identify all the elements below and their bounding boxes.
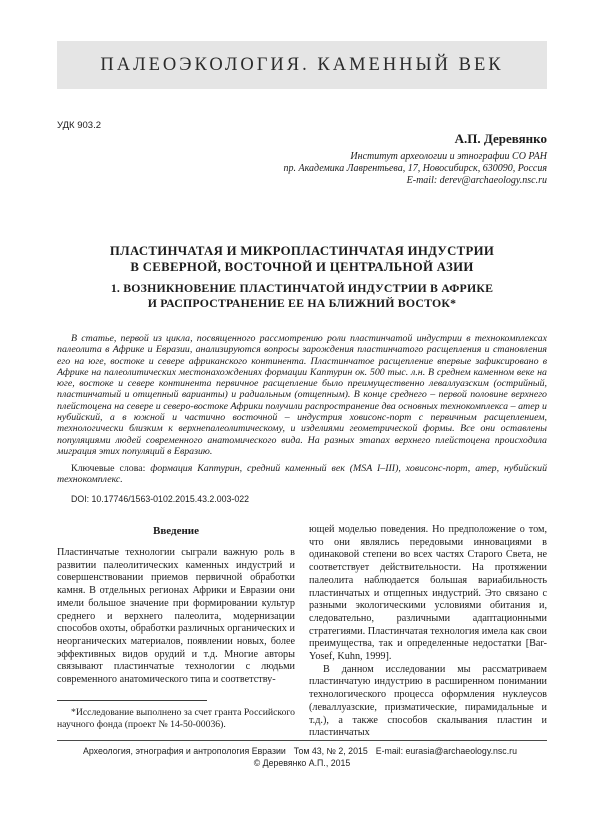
footnote-divider bbox=[57, 700, 207, 701]
doi-label: DOI: 10.17746/1563-0102.2015.43.2.003-022 bbox=[71, 494, 250, 504]
article-subtitle-line1: 1. ВОЗНИКНОВЕНИЕ ПЛАСТИНЧАТОЙ ИНДУСТРИИ В АФРИКЕ bbox=[110, 281, 494, 295]
affiliation-email: E-mail: derev@archaeology.nsc.ru bbox=[406, 175, 547, 186]
left-column-paragraph: Пластинчатые технологии сыграли важную роль в развитии палеолитических каменных индустрий и совершенствовании приемов первичной обработки камня. В отдельных регионах Африки и Евразии они имели большое значение при формировании культур среднего и верхнего палеолита, модернизации способов охоты, обработки различных органических и неорганических материалов, появлении новых, более эффективных видов орудий и т.д. Многие авторы связывают пластинчатые технологии с людьми современного анатомического типа и соответству- bbox=[57, 547, 295, 686]
article-subtitle bbox=[57, 281, 547, 311]
footer-email: E-mail: eurasia@archaeology.nsc.ru bbox=[375, 746, 517, 756]
article-body-columns bbox=[57, 524, 547, 740]
article-title bbox=[57, 244, 547, 275]
keywords-label: Ключевые слова: bbox=[71, 463, 146, 474]
intro-heading: Введение bbox=[152, 525, 200, 537]
right-column-paragraph-2: В данном исследовании мы рассматриваем пластинчатую индустрию в расширенном понимании технологического процесса оформления нуклеусов (леваллуазские, призматические, пирамидальные и т.д.), а также способов скалывания пластин и пластинчатых bbox=[309, 663, 547, 739]
right-column bbox=[309, 524, 547, 740]
section-rubric-banner bbox=[57, 41, 547, 89]
affiliation-line: Институт археологии и этнографии СО РАН bbox=[350, 151, 547, 162]
article-subtitle-line2: И РАСПРОСТРАНЕНИЕ ЕЕ НА БЛИЖНИЙ ВОСТОК* bbox=[147, 296, 457, 310]
footer-imprint-row bbox=[57, 746, 547, 756]
author-name: А.П. Деревянко bbox=[454, 131, 547, 146]
left-column bbox=[57, 524, 295, 740]
article-title-line2: В СЕВЕРНОЙ, ВОСТОЧНОЙ И ЦЕНТРАЛЬНОЙ АЗИИ bbox=[130, 259, 474, 274]
author-block bbox=[57, 131, 547, 187]
footnote-text: *Исследование выполнено за счет гранта Российского научного фонда (проект № 14-50-00036). bbox=[57, 706, 295, 730]
right-column-paragraph-1: ющей моделью поведения. Но предположение о том, что они являлись передовыми инновациями в одинаковой степени во всех частях Старого Света, не соответствует действительности. На протяжении палеолита наблюдается большая вариабильность пластинчатых и отщепных индустрий. Это связано с разными экологическими условиями обитания и, следовательно, различными адаптационными стратегиями. Пластинчатая технология имела как свои преимущества, так и определенные недостатки [Bar-Yosef, Kuhn, 1999]. bbox=[309, 524, 547, 663]
keywords-paragraph bbox=[57, 463, 547, 486]
footer-volume-info: Том 43, № 2, 2015 bbox=[293, 746, 368, 756]
keywords-text: формация Каптурин, средний каменный век (MSA I–III), ховисонс-порт, атер, нубийский технокомплекс. bbox=[57, 463, 548, 486]
udc-label: УДК 903.2 bbox=[57, 120, 101, 131]
abstract-text: В статье, первой из цикла, посвященного рассмотрению роли пластинчатой индустрии в технокомплексах палеолита в Африке и Евразии, анализируются вопросы зарождения пластинчатого расщепления и становления его на юге, востоке и севере африканского континента. Пластинчатое расщепление впервые зафиксировано в Африке на палеолитических местонахождениях формации Каптурин ок. 500 тыс. л.н. В среднем каменном веке на юге, востоке и севере континента первичное расщепление было преимущественно леваллуазским (острийный, пластинчатый и отщепный варианты) и радиальным (отщепным). В конце среднего – первой половине верхнего плейстоцена на севере и северо-востоке Африки получили распространение два основных технокомплекса – атер и нубийский, а в южной и частично восточной – индустрия ховисонс-порт с первичным расщеплением, технологически близким к верхнепалеолитическому, и изделиями геометрической формы. Все они оставлены популяциями людей современного анатомического вида. На разных этапах верхнего плейстоцена происходила миграция этих популяций в Евразию. bbox=[57, 333, 547, 457]
article-title-line1: ПЛАСТИНЧАТАЯ И МИКРОПЛАСТИНЧАТАЯ ИНДУСТРИИ bbox=[109, 244, 495, 258]
footer-copyright: © Деревянко А.П., 2015 bbox=[253, 758, 351, 768]
footer-divider bbox=[57, 740, 547, 741]
section-rubric-title: ПАЛЕОЭКОЛОГИЯ. КАМЕННЫЙ ВЕК bbox=[100, 54, 504, 75]
page-footer bbox=[57, 740, 547, 768]
affiliation-line: пр. Академика Лаврентьева, 17, Новосибирск, 630090, Россия bbox=[283, 163, 547, 174]
footer-journal-title: Археология, этнография и антропология Евразии bbox=[83, 746, 286, 756]
